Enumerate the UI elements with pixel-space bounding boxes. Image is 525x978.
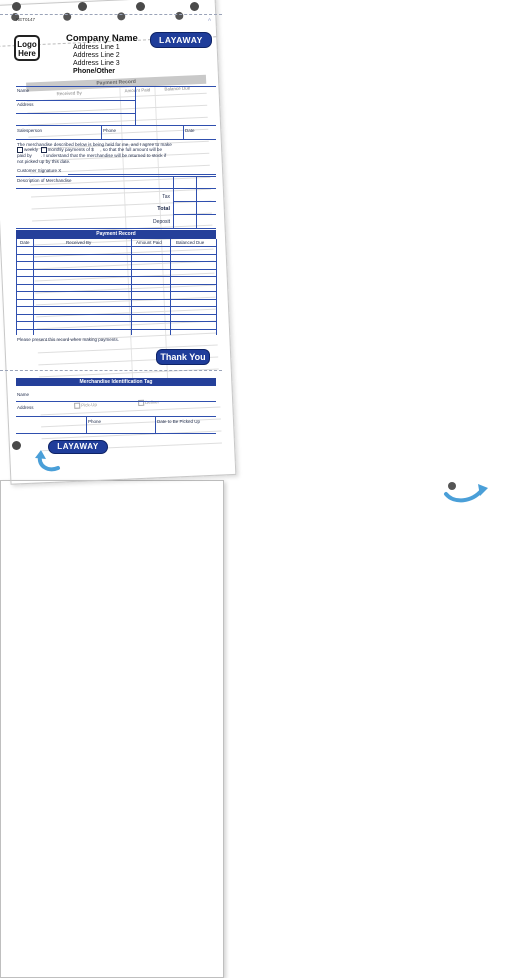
back-payment-record-title: Payment Record — [96, 78, 136, 87]
form-rule — [86, 416, 87, 433]
customer-signature-label: Customer Signature X — [17, 168, 62, 173]
payment-row-rule — [16, 261, 216, 262]
payment-row-rule — [16, 254, 216, 255]
form-rule — [173, 201, 216, 202]
tag-address-label: Address — [17, 405, 34, 410]
back-row-rule — [31, 189, 211, 198]
payment-row-rule — [16, 314, 216, 315]
description-label: Description of Merchandise — [17, 178, 72, 183]
form-rule — [16, 433, 216, 434]
address-line: Address Line 1 — [73, 44, 120, 51]
col-amount-paid: Amount Paid — [136, 240, 162, 245]
payment-record-header — [16, 230, 216, 239]
punch-hole — [175, 12, 183, 20]
perforation — [0, 370, 222, 371]
back-line — [41, 406, 221, 415]
form-rule — [16, 401, 216, 402]
company-name: Company Name — [66, 33, 138, 44]
back-row-rule — [28, 129, 208, 138]
back-row-rule — [32, 201, 212, 210]
layaway-bottom-badge: LAYAWAY — [48, 440, 108, 454]
company-phone: Phone/Other — [73, 68, 116, 75]
form-rule — [155, 416, 156, 433]
punch-hole — [78, 2, 87, 11]
punch-hole — [190, 2, 199, 11]
logo-text: Here — [18, 49, 36, 58]
payment-row-rule — [16, 299, 216, 300]
back-line — [42, 430, 222, 439]
thank-you-badge: Thank You — [156, 349, 210, 365]
signature-line — [68, 174, 216, 175]
form-rule — [173, 176, 174, 228]
payment-record-title: Payment Record — [96, 231, 136, 237]
back-deliver-option: Deliver — [138, 399, 159, 406]
payment-row-rule — [16, 284, 216, 285]
corner-mark: A — [208, 17, 212, 22]
deposit-label: Deposit — [153, 219, 170, 225]
perforation — [0, 14, 222, 15]
curl-arrow-icon — [34, 448, 64, 474]
form-rule — [16, 228, 216, 229]
total-label: Total — [157, 206, 170, 212]
back-col-amount-paid: Amount Paid — [124, 87, 151, 94]
form-rule — [16, 416, 216, 417]
form-code: RET0147 — [16, 17, 36, 22]
form-rule — [16, 176, 216, 177]
form-rule — [196, 176, 197, 228]
name-field-label: Name — [17, 88, 30, 93]
punch-hole — [136, 2, 145, 11]
punch-hole — [12, 2, 21, 11]
back-col-received-by: Received By — [56, 90, 82, 97]
form-rule — [16, 113, 135, 114]
layaway-agreement: The merchandise described below is being held for me, and I agree to make weekly monthly payments of $ , so that the full amount will be paid by . I understand that the merchandise will be returned to stock if not picked up by this date. — [17, 142, 172, 164]
form-rule — [16, 125, 216, 126]
form-rule — [16, 86, 216, 87]
address-line: Address Line 3 — [73, 60, 120, 67]
form-rule — [16, 100, 135, 101]
curl-arrow-icon — [442, 478, 492, 504]
form-rule — [183, 125, 184, 139]
address-line: Address Line 2 — [73, 52, 120, 59]
layaway-badge: LAYAWAY — [150, 32, 212, 48]
merchandise-tag-title: Merchandise Identification Tag — [79, 379, 153, 385]
payment-row-rule — [16, 329, 216, 330]
col-date: Date — [20, 240, 30, 245]
punch-hole — [12, 441, 21, 450]
payment-row-rule — [16, 306, 216, 307]
logo-placeholder — [14, 35, 40, 61]
tax-label: Tax — [162, 194, 170, 200]
form-rule — [16, 188, 216, 189]
merchandise-tag-header — [16, 378, 216, 386]
form-rule — [101, 125, 102, 139]
form-rule — [135, 86, 136, 125]
form-rule — [216, 239, 217, 335]
payment-row-rule — [16, 246, 216, 247]
payment-row-rule — [16, 276, 216, 277]
col-balanced-due: Balanced Due — [176, 240, 205, 245]
date-label: Date — [185, 128, 195, 133]
form-rule — [16, 139, 216, 140]
col-received-by: Received By — [66, 240, 92, 245]
salesperson-label: Salesperson — [17, 128, 43, 133]
phone-label: Phone — [103, 128, 117, 133]
back-row-rule — [35, 285, 215, 294]
back-row-rule — [35, 273, 215, 282]
tag-pickup-date-label: Date to Be Picked Up — [157, 419, 201, 424]
payment-row-rule — [16, 321, 216, 322]
back-pickup-option: Pick-Up — [74, 402, 97, 409]
address-field-label: Address — [17, 102, 34, 107]
tag-name-label: Name — [17, 392, 30, 397]
footer-note: Please present this record when making payments. — [17, 337, 120, 342]
logo-text: Logo — [17, 40, 37, 49]
tag-phone-label: Phone — [88, 419, 102, 424]
back-col-balance-due: Balance Due — [164, 85, 191, 92]
payment-row-rule — [16, 291, 216, 292]
payment-row-rule — [16, 269, 216, 270]
form-rule — [173, 214, 216, 215]
